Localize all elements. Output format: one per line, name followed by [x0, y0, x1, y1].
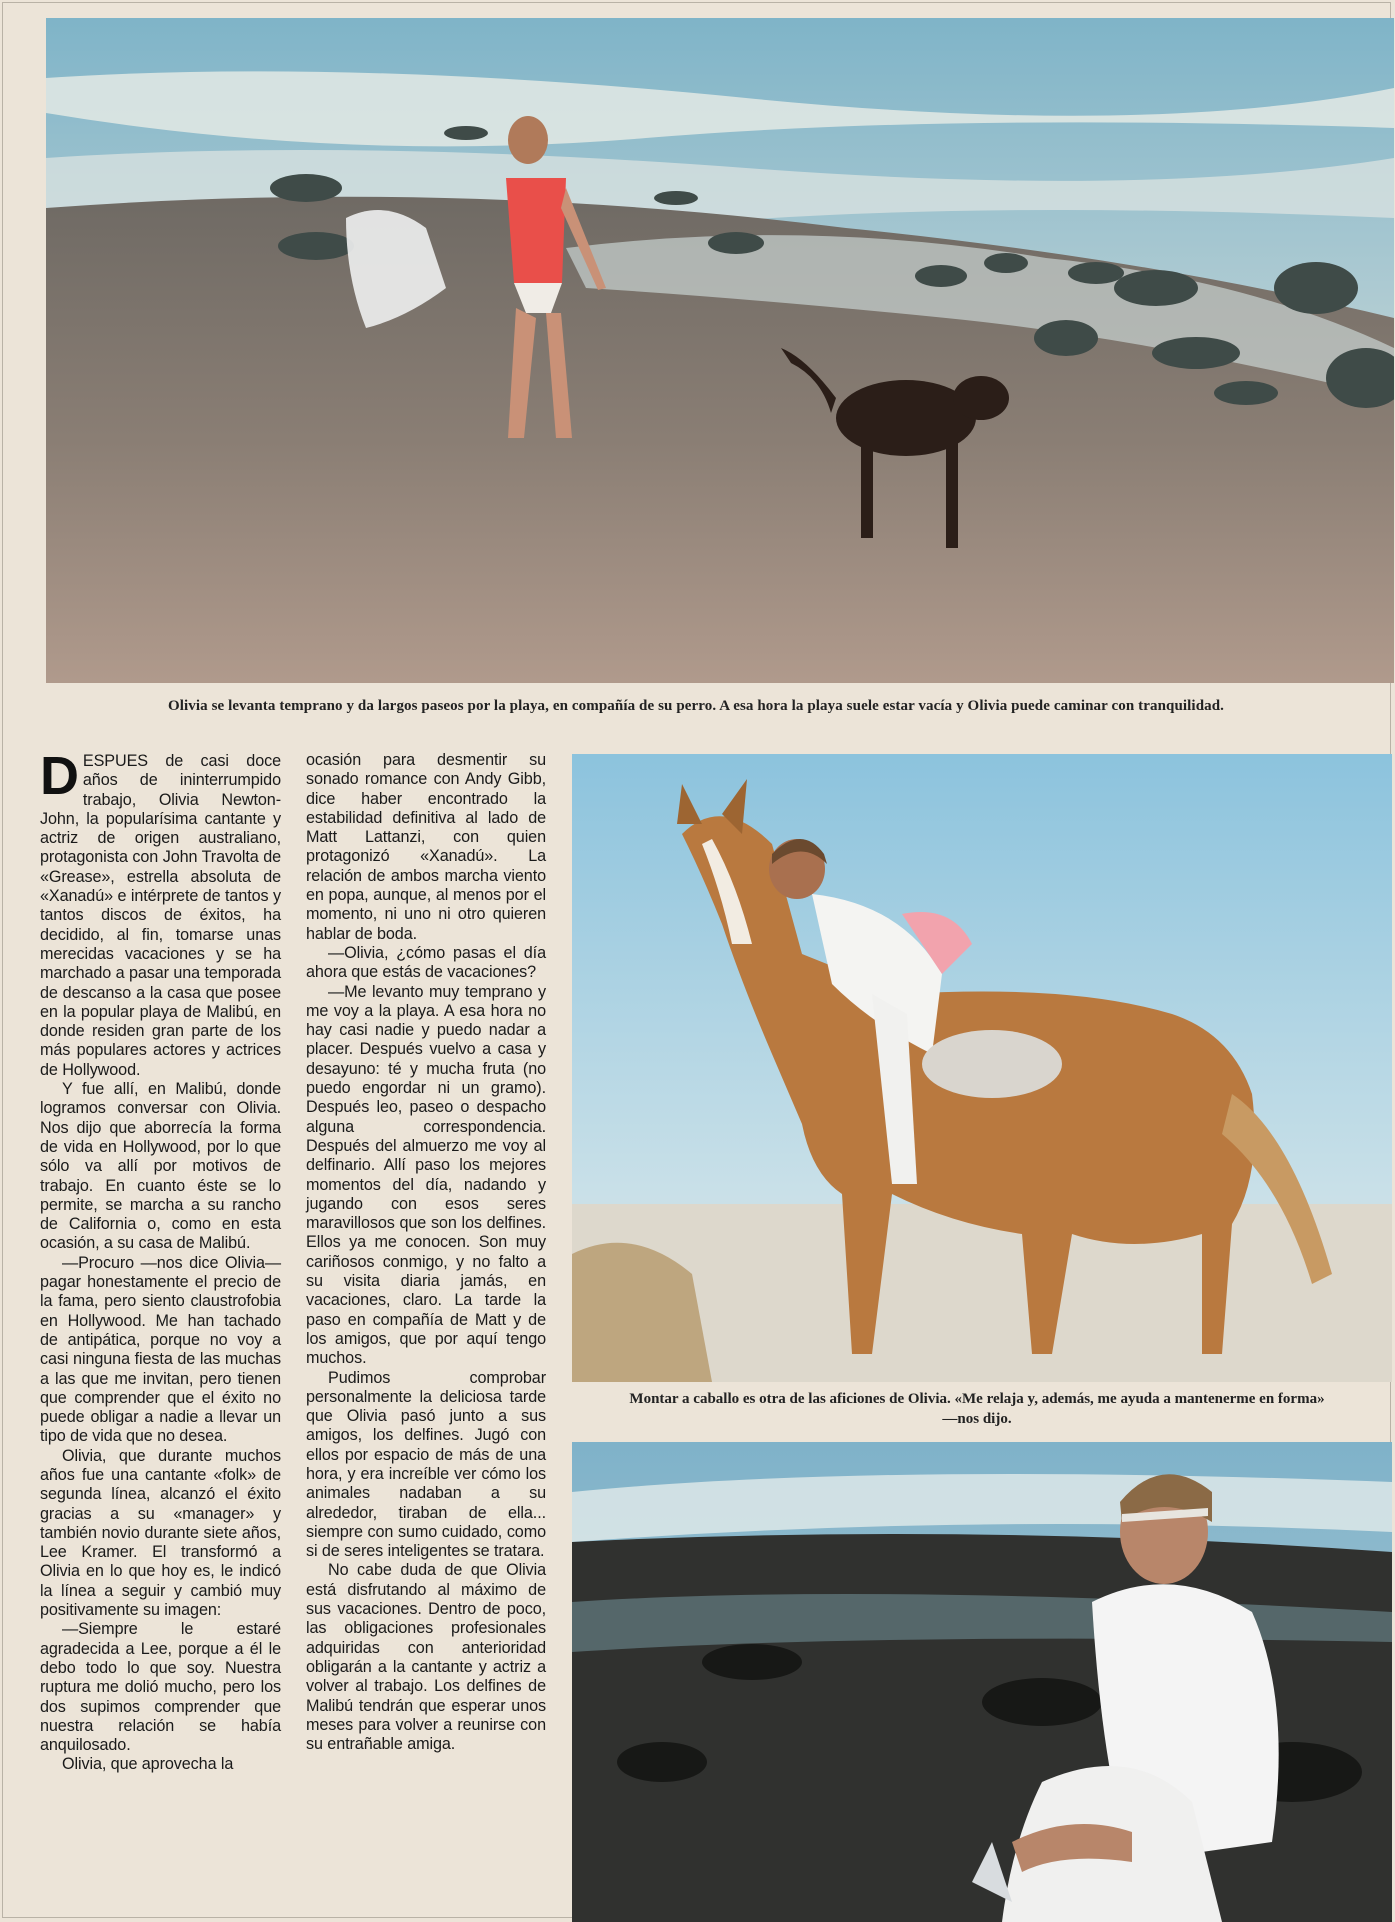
article-paragraph: —Me levanto muy temprano y me voy a la playa. A esa hora no hay casi nadie y puedo nadar a placer. Después vuelvo a casa y desayuno: té y mucha fruta (no puedo engordar ni un gramo). Después leo, paseo o despacho alguna correspondencia. Después del almuerzo me voy al delfinario. Allí paso los mejores momentos del día, nadando y jugando con esos seres maravillosos que son los delfines. Ellos ya me conocen. Son muy cariñosos conmigo, y no falto a su visita diaria jamás, en vacaciones, claro. La tarde la paso en compañía de Matt y de los amigos, que por aquí tengo muchos.	[306, 982, 546, 1368]
horse-photo	[572, 754, 1392, 1382]
article-lead: ESPUES	[82, 752, 148, 770]
article-paragraph: —Siempre le estaré agradecida a Lee, porque a él le debo todo lo que soy. Nuestra ruptura me dolió mucho, pero los dos supimos comprender que nuestra relación se había anquilosado.	[40, 1620, 281, 1755]
article-paragraph	[40, 746, 281, 1080]
portrait-photo	[572, 1442, 1392, 1922]
article-paragraph: No cabe duda de que Olivia está disfrutando al máximo de sus vacaciones. Dentro de poco, las obligaciones profesionales adquiridas con anterioridad obligarán a la cantante y actriz a volver al trabajo. Los delfines de Malibú tendrán que esperar unos meses para volver a reunirse con su entrañable amiga.	[306, 1561, 546, 1754]
article-paragraph: ocasión para desmentir su sonado romance con Andy Gibb, dice haber encontrado la estabilidad definitiva al lado de Matt Lattanzi, con quien protagonizó «Xanadú». La relación de ambos marcha viento en popa, aunque, al menos por el momento, ni uno ni otro quieren hablar de boda.	[306, 751, 546, 943]
article-text: de casi doce años de ininterrumpido trabajo, Olivia Newton-John, la popularísima cantante y actriz de origen australiano, protagonista con John Travolta de «Grease», estrella absoluta de «Xanadú» e intérprete de tantos y tantos discos de éxitos, ha decidido, al fin, tomarse unas merecidas vacaciones y se ha marchado a pasar una temporada de descanso a la casa que posee en la popular playa de Malibú, en donde residen gran parte de los más populares actores y actrices de Hollywood.	[40, 752, 281, 1079]
article-paragraph: —Procuro —nos dice Olivia— pagar honestamente el precio de la fama, pero siento claustrofobia en Hollywood. Me han tachado de antipática, porque no voy a casi ninguna fiesta de las muchas a las que me invitan, pero tienen que comprender que el éxito no puede obligar a nadie a llevar un tipo de vida que no desea.	[40, 1253, 281, 1446]
horse-photo-caption	[568, 1389, 1386, 1429]
beach-photo	[46, 18, 1394, 683]
beach-photo-caption: Olivia se levanta temprano y da largos paseos por la playa, en compañía de su perro. A esa hora la playa suele estar vacía y Olivia puede caminar con tranquilidad.	[167, 698, 1225, 714]
article-paragraph: Olivia, que aprovecha la	[62, 1755, 234, 1774]
article-paragraph: Pudimos comprobar personalmente la deliciosa tarde que Olivia pasó junto a sus amigos, los delfines. Jugó con ellos por espacio de más de una hora, y era increíble ver cómo los animales nadaban a su alrededor, tiraban de ella... siempre con sumo cuidado, como si de seres inteligentes se tratara.	[306, 1368, 546, 1561]
horse-caption-line-1: Montar a caballo es otra de las aficiones de Olivia. «Me relaja y, además, me ayuda a mantenerme en forma»	[629, 1391, 1325, 1407]
article-paragraph: Y fue allí, en Malibú, donde logramos conversar con Olivia. Nos dijo que aborrecía la forma de vida en Hollywood, por lo que sólo va allí por motivos de trabajo. En cuanto éste se lo permite, se marcha a su rancho de California o, como en esta ocasión, a su casa de Malibú.	[40, 1080, 281, 1253]
article-paragraph: —Olivia, ¿cómo pasas el día ahora que estás de vacaciones?	[306, 943, 546, 982]
article-column-2	[306, 751, 546, 1754]
horse-caption-line-2: —nos dijo.	[942, 1411, 1012, 1427]
drop-cap: D	[40, 746, 79, 806]
article-column-1	[40, 746, 281, 1775]
article-paragraph: Olivia, que durante muchos años fue una cantante «folk» de segunda línea, alcanzó el éxito gracias a su «manager» y también novio durante siete años, Lee Kramer. El transformó a Olivia en lo que hoy es, le indicó la línea a seguir y cambió muy positivamente su imagen:	[40, 1446, 281, 1620]
